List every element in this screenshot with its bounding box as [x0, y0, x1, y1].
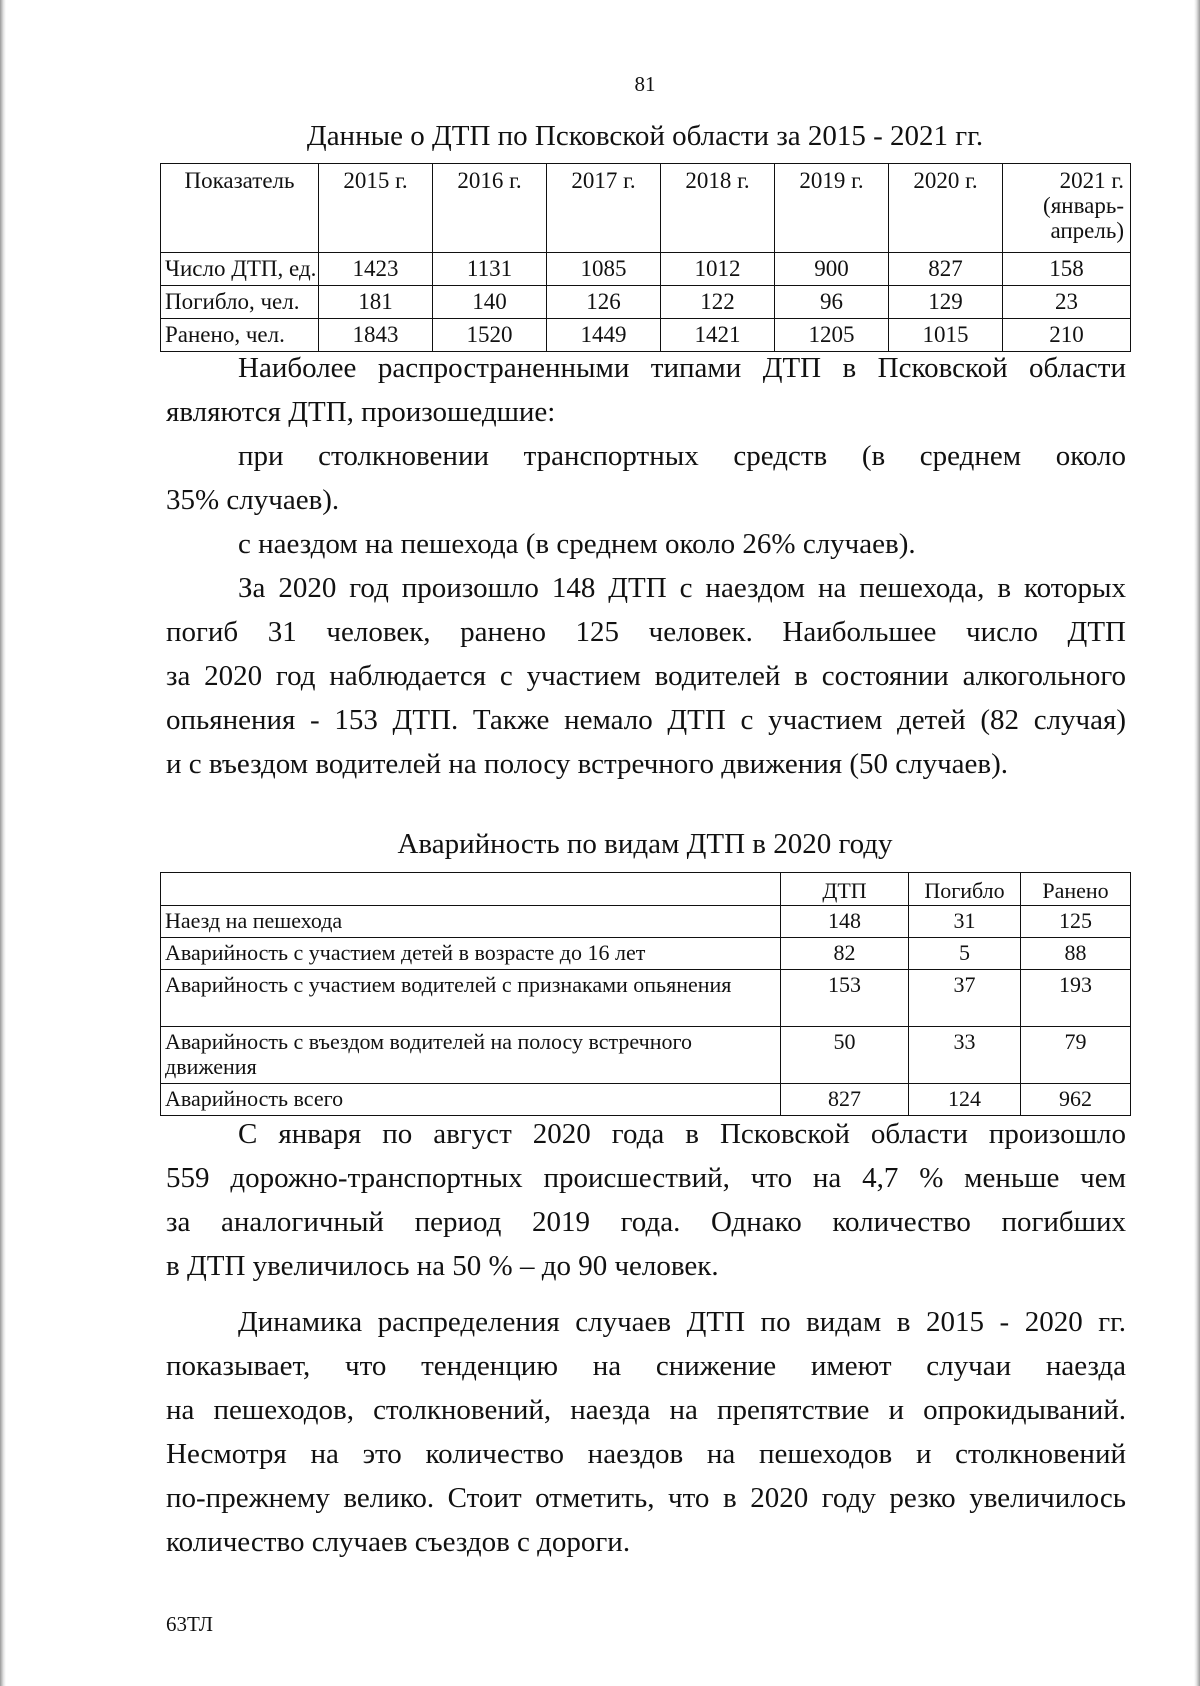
table-cell: 1131: [433, 253, 547, 286]
row-label: Аварийность всего: [161, 1084, 781, 1116]
text-line: показывает, что тенденцию на снижение имеют случаи наезда: [166, 1350, 1126, 1382]
table-cell: 1085: [547, 253, 661, 286]
table-cell: 140: [433, 286, 547, 319]
table-row: [161, 906, 1131, 938]
text-line: 559 дорожно-транспортных происшествий, что на 4,7 % меньше чем: [166, 1162, 1126, 1194]
text-line: За 2020 год произошло 148 ДТП с наездом на пешехода, в которых: [238, 572, 1126, 604]
text-line: при столкновении транспортных средств (в среднем около: [238, 440, 1126, 472]
table-cell: 827: [781, 1084, 909, 1116]
table-cell: 900: [775, 253, 889, 286]
footer-code: 63ТЛ: [166, 1612, 214, 1636]
table1-caption: Данные о ДТП по Псковской области за 2015 - 2021 гг.: [306, 120, 984, 152]
table-cell: 88: [1021, 938, 1131, 970]
table-cell: 126: [547, 286, 661, 319]
table1-header-cell: 2017 г.: [547, 164, 661, 253]
table-cell: 31: [909, 906, 1021, 938]
row-label: Аварийность с участием детей в возрасте до 16 лет: [161, 938, 781, 970]
header-2021-line: 2021 г.: [1059, 168, 1124, 193]
text-line: опьянения - 153 ДТП. Также немало ДТП с участием детей (82 случая): [166, 704, 1126, 736]
table-row: [161, 286, 1131, 319]
table1-header-cell-2021: [1003, 164, 1131, 253]
table-row: [161, 1027, 1131, 1084]
text-line: в ДТП увеличилось на 50 % – до 90 человек.: [166, 1250, 719, 1282]
text-line: за аналогичный период 2019 года. Однако количество погибших: [166, 1206, 1126, 1238]
table2-header-row: [161, 873, 1131, 906]
table-cell: 37: [909, 970, 1021, 1027]
table-cell: 158: [1003, 253, 1131, 286]
table-cell: 1843: [319, 319, 433, 352]
table2-header-cell-empty: [161, 873, 781, 906]
table-cell: 122: [661, 286, 775, 319]
table-cell: 1421: [661, 319, 775, 352]
table-cell: 1015: [889, 319, 1003, 352]
table1-header-cell: 2016 г.: [433, 164, 547, 253]
table-cell: 962: [1021, 1084, 1131, 1116]
table1-header-cell: 2020 г.: [889, 164, 1003, 253]
table-cell: 82: [781, 938, 909, 970]
header-2021-line: апрель): [1050, 218, 1124, 243]
table-row: [161, 253, 1131, 286]
table1-header-cell: 2015 г.: [319, 164, 433, 253]
text-line: с наездом на пешехода (в среднем около 26% случаев).: [238, 528, 916, 560]
text-line: количество случаев съездов с дороги.: [166, 1526, 631, 1558]
table-cell: 148: [781, 906, 909, 938]
row-label: Погибло, чел.: [161, 286, 319, 319]
table-cell: 1449: [547, 319, 661, 352]
row-label: Аварийность с въездом водителей на полосу встречного движения: [161, 1027, 781, 1084]
table1-header-cell: Показатель: [161, 164, 319, 253]
table2-caption: Аварийность по видам ДТП в 2020 году: [397, 828, 893, 860]
table-row: [161, 938, 1131, 970]
table-row: [161, 970, 1131, 1027]
text-line: за 2020 год наблюдается с участием водителей в состоянии алкогольного: [166, 660, 1126, 692]
table1-header-row: [161, 164, 1131, 253]
table-cell: 153: [781, 970, 909, 1027]
text-line: Динамика распределения случаев ДТП по видам в 2015 - 2020 гг.: [238, 1306, 1126, 1338]
table-dtp-by-year: [160, 163, 1131, 352]
row-label: Наезд на пешехода: [161, 906, 781, 938]
table-cell: 96: [775, 286, 889, 319]
table-cell: 1205: [775, 319, 889, 352]
page-number: 81: [634, 72, 656, 96]
text-line: на пешеходов, столкновений, наезда на препятствие и опрокидываний.: [166, 1394, 1126, 1426]
row-label: Аварийность с участием водителей с признаками опьянения: [161, 970, 781, 1027]
table1-header-cell: 2019 г.: [775, 164, 889, 253]
table-cell: 1423: [319, 253, 433, 286]
table-cell: 827: [889, 253, 1003, 286]
table-cell: 1520: [433, 319, 547, 352]
table1-header-cell: 2018 г.: [661, 164, 775, 253]
table2-header-cell: Ранено: [1021, 873, 1131, 906]
text-line: С января по август 2020 года в Псковской области произошло: [238, 1118, 1126, 1150]
text-line: являются ДТП, произошедшие:: [166, 396, 556, 428]
table-accidents-by-type: [160, 872, 1131, 1116]
table-cell: 210: [1003, 319, 1131, 352]
header-2021-line: (январь-: [1043, 193, 1124, 218]
table-row: [161, 1084, 1131, 1116]
text-line: Наиболее распространенными типами ДТП в Псковской области: [238, 352, 1126, 384]
table-cell: 125: [1021, 906, 1131, 938]
table-cell: 181: [319, 286, 433, 319]
text-line: погиб 31 человек, ранено 125 человек. Наибольшее число ДТП: [166, 616, 1126, 648]
table-cell: 23: [1003, 286, 1131, 319]
table-cell: 79: [1021, 1027, 1131, 1084]
table-cell: 124: [909, 1084, 1021, 1116]
table2-header-cell: Погибло: [909, 873, 1021, 906]
table-cell: 1012: [661, 253, 775, 286]
text-line: и с въездом водителей на полосу встречного движения (50 случаев).: [166, 748, 1009, 780]
table-cell: 129: [889, 286, 1003, 319]
table-cell: 50: [781, 1027, 909, 1084]
table2-header-cell: ДТП: [781, 873, 909, 906]
table-cell: 5: [909, 938, 1021, 970]
row-label: Число ДТП, ед.: [161, 253, 319, 286]
text-line: Несмотря на это количество наездов на пешеходов и столкновений: [166, 1438, 1126, 1470]
row-label: Ранено, чел.: [161, 319, 319, 352]
table-cell: 33: [909, 1027, 1021, 1084]
table-cell: 193: [1021, 970, 1131, 1027]
text-line: по-прежнему велико. Стоит отметить, что в 2020 году резко увеличилось: [166, 1482, 1126, 1514]
text-line: 35% случаев).: [166, 484, 340, 516]
